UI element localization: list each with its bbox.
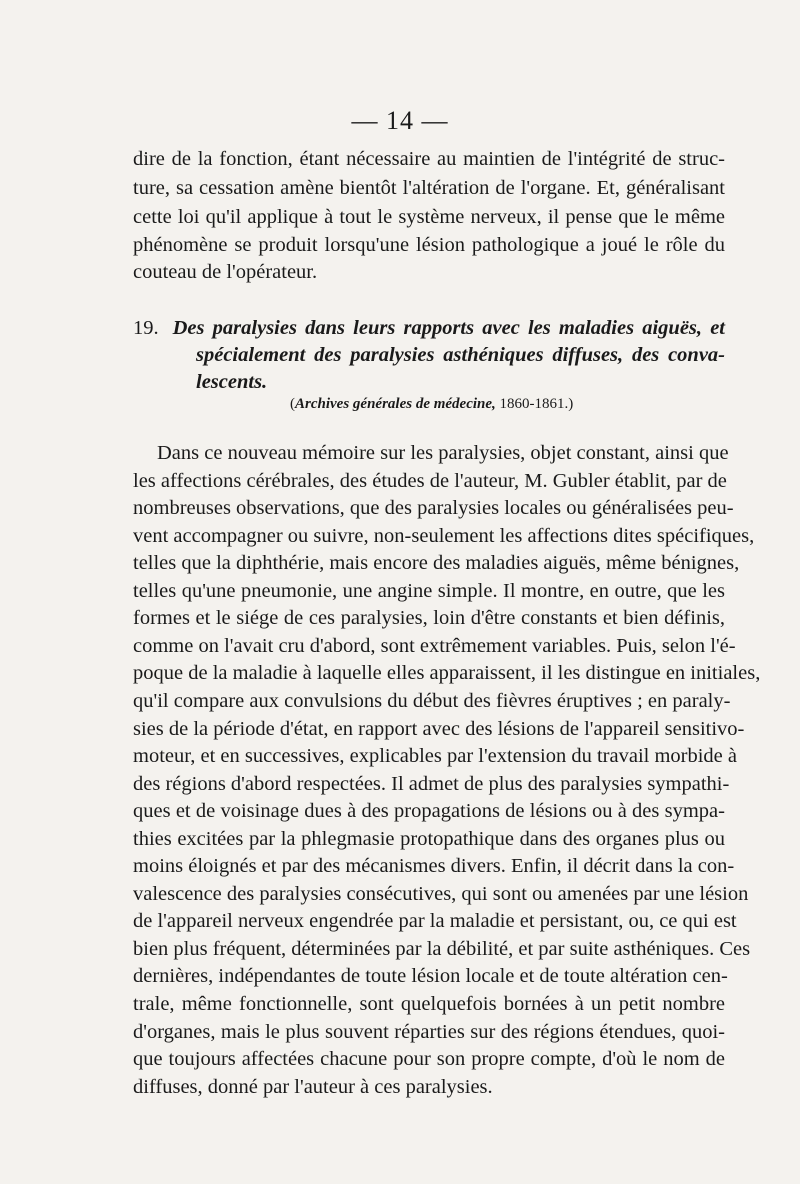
text-line: les affections cérébrales, des études de l'auteur, M. Gubler établit, par de [133,470,727,492]
text-line: trale, même fonctionnelle, sont quelquefois bornées à un petit nombre [133,993,725,1015]
text-line: diffuses, donné par l'auteur à ces paralysies. [133,1076,493,1098]
text-line: poque de la maladie à laquelle elles apparaissent, il les distingue en initiales, [133,662,761,684]
text-line: que toujours affectées chacune pour son propre compte, d'où le nom de [133,1048,725,1070]
text-line: Dans ce nouveau mémoire sur les paralysies, objet constant, ainsi que [157,442,729,464]
text-line: ture, sa cessation amène bientôt l'altération de l'organe. Et, généralisant [133,177,725,199]
text-line: phénomène se produit lorsqu'une lésion pathologique a joué le rôle du [133,234,725,256]
page-number: — 14 — [351,106,449,135]
section-title-text: Des paralysies dans leurs rapports avec les maladies aiguës, et [172,317,725,339]
section-title-line: spécialement des paralysies asthéniques diffuses, des conva- [196,344,725,366]
text-line: moteur, et en successives, explicables par l'extension du travail morbide à [133,745,738,767]
text-line: dernières, indépendantes de toute lésion locale et de toute altération cen- [133,965,728,987]
text-line: moins éloignés et par des mécanismes divers. Enfin, il décrit dans la con- [133,855,735,877]
text-line: couteau de l'opérateur. [133,261,318,283]
text-line: cette loi qu'il applique à tout le système nerveux, il pense que le même [133,206,725,228]
text-line: bien plus fréquent, déterminées par la débilité, et par suite asthéniques. Ces [133,938,751,960]
text-line: telles que la diphthérie, mais encore des maladies aiguës, même bénignes, [133,552,740,574]
text-line: de l'appareil nerveux engendrée par la maladie et persistant, ou, ce qui est [133,910,737,932]
text-line: comme on l'avait cru d'abord, sont extrêmement variables. Puis, selon l'é- [133,635,736,657]
section-title-line: lescents. [196,371,268,393]
text-line: telles qu'une pneumonie, une angine simple. Il montre, en outre, que les [133,580,725,602]
text-line: thies excitées par la phlegmasie protopathique dans des organes plus ou [133,828,725,850]
section-number: 19. [133,317,159,339]
text-line: d'organes, mais le plus souvent réparties sur des régions étendues, quoi- [133,1021,725,1043]
text-line: formes et le siége de ces paralysies, loin d'être constants et bien définis, [133,607,725,629]
text-line: ques et de voisinage dues à des propagations de lésions ou à des sympa- [133,800,725,822]
text-line: dire de la fonction, étant nécessaire au maintien de l'intégrité de struc- [133,148,725,170]
text-line: nombreuses observations, que des paralysies locales ou généralisées peu- [133,497,734,519]
text-line: des régions d'abord respectées. Il admet de plus des paralysies sympathi- [133,773,730,795]
text-line: vent accompagner ou suivre, non-seulement les affections dites spécifiques, [133,525,755,547]
text-line: qu'il compare aux convulsions du début des fièvres éruptives ; en paraly- [133,690,731,712]
text-line: sies de la période d'état, en rapport avec des lésions de l'appareil sensitivo- [133,718,745,740]
citation: (Archives générales de médecine, 1860-1861.) [290,396,574,412]
citation-source: Archives générales de médecine, [295,396,496,412]
text-line: valescence des paralysies consécutives, qui sont ou amenées par une lésion [133,883,749,905]
citation-years: 1860-1861. [499,396,569,412]
section-title-line [133,314,725,342]
